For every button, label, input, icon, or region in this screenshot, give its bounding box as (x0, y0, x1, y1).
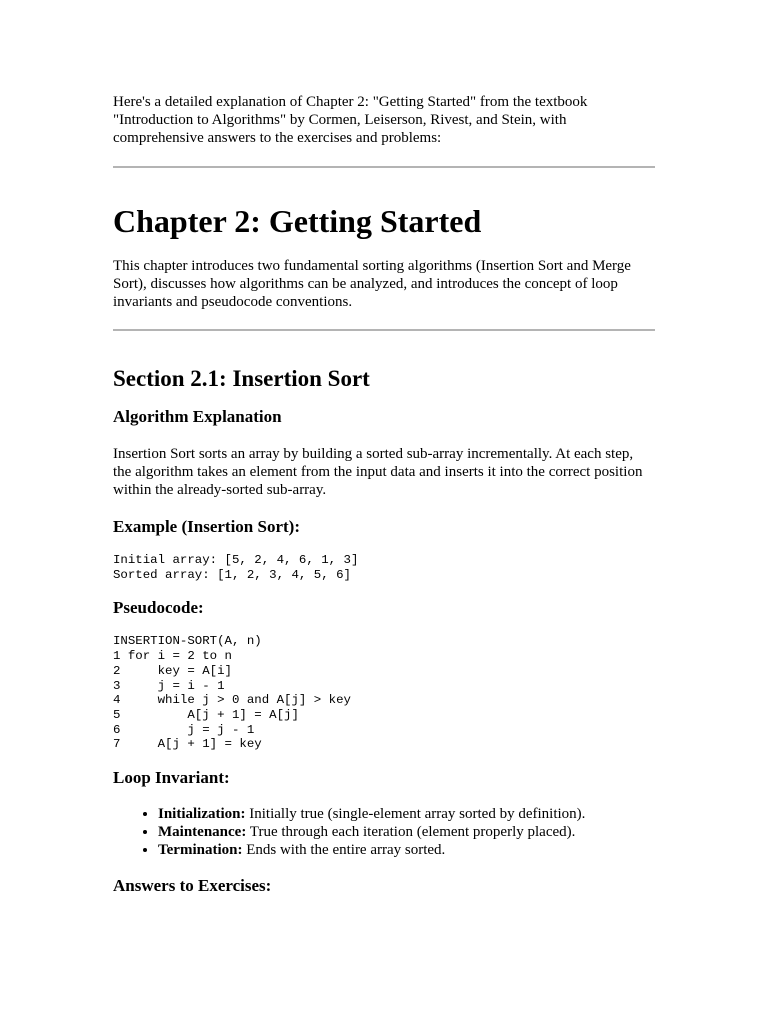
pseudocode-block: INSERTION-SORT(A, n) 1 for i = 2 to n 2 key = A[i] 3 j = i - 1 4 while j > 0 and A[j] > key 5 A[j + 1] = A[j] 6 j = j - 1 7 A[j + 1] = key (113, 634, 351, 752)
intro-line-3: comprehensive answers to the exercises and problems: (113, 130, 442, 146)
chapter-title: Chapter 2: Getting Started (113, 203, 482, 239)
intro-line-1: Here's a detailed explanation of Chapter 2: "Getting Started" from the textbook (113, 94, 588, 110)
chapter-summary-line-2: Sort), discusses how algorithms can be analyzed, and introduces the concept of loop (113, 276, 618, 292)
algo-line-3: within the already-sorted sub-array. (113, 482, 327, 498)
invariant-term: Maintenance: (158, 824, 247, 841)
loop-invariant-heading: Loop Invariant: (113, 768, 230, 788)
example-heading: Example (Insertion Sort): (113, 517, 300, 536)
list-item (158, 805, 655, 823)
algo-line-1: Insertion Sort sorts an array by building a sorted sub-array incrementally. At each step, (113, 446, 634, 462)
intro-line-2: "Introduction to Algorithms" by Cormen, Leiserson, Rivest, and Stein, with (113, 112, 567, 128)
invariant-term: Termination: (158, 842, 243, 859)
invariant-text: Ends with the entire array sorted. (242, 842, 446, 859)
chapter-summary-line-3: invariants and pseudocode conventions. (113, 294, 353, 310)
document-page (113, 93, 655, 896)
invariant-text: Initially true (single-element array sorted by definition). (245, 806, 586, 823)
chapter-summary (113, 257, 673, 311)
list-item (158, 823, 655, 841)
chapter-summary-line-1: This chapter introduces two fundamental sorting algorithms (Insertion Sort and Merge (113, 258, 631, 274)
list-item (158, 841, 655, 859)
invariant-term: Initialization: (158, 806, 246, 823)
example-code-block: Initial array: [5, 2, 4, 6, 1, 3] Sorted array: [1, 2, 3, 4, 5, 6] (113, 553, 359, 582)
invariant-text: True through each iteration (element properly placed). (246, 824, 576, 841)
pseudocode-heading: Pseudocode: (113, 598, 204, 618)
algorithm-explanation-heading: Algorithm Explanation (113, 407, 282, 426)
loop-invariant-list (113, 805, 655, 859)
answers-heading: Answers to Exercises: (113, 876, 272, 896)
algorithm-explanation-text (113, 445, 673, 499)
algo-line-2: the algorithm takes an element from the input data and inserts it into the correct position (113, 464, 643, 480)
section-title: Section 2.1: Insertion Sort (113, 366, 370, 391)
divider (113, 329, 655, 331)
intro-paragraph (113, 93, 673, 147)
divider (113, 166, 655, 168)
